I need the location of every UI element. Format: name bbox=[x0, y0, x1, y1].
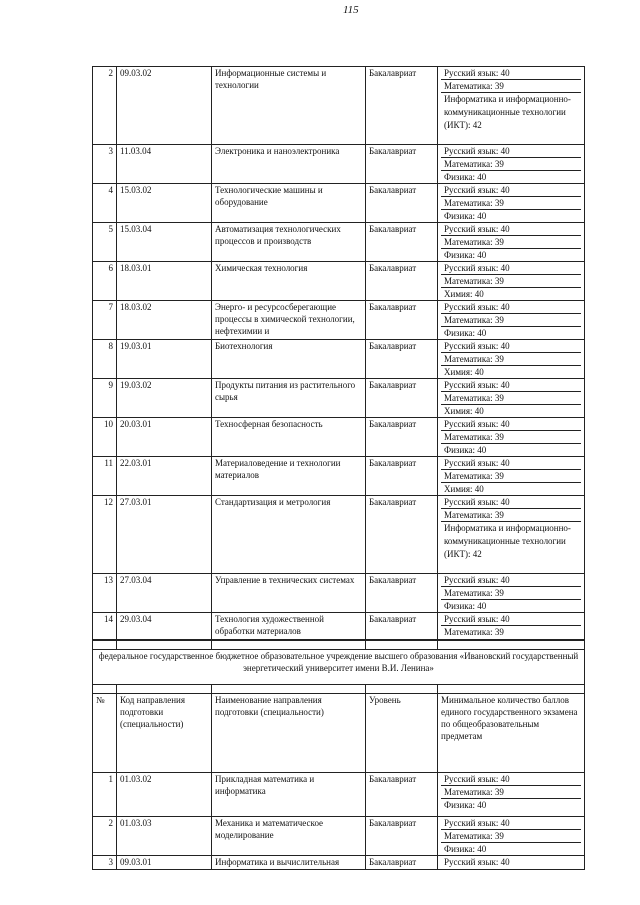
exam-score: Русский язык: 40 bbox=[441, 184, 581, 197]
row-number: 6 bbox=[93, 262, 117, 301]
table-row bbox=[93, 340, 585, 379]
direction-code: 09.03.02 bbox=[117, 67, 212, 145]
education-level: Бакалавриат bbox=[366, 379, 438, 418]
exam-score: Русский язык: 40 bbox=[441, 223, 581, 236]
exam-score: Химия: 40 bbox=[444, 406, 484, 416]
exam-score: Информатика и информационно-коммуникационные технологии (ИКТ): 42 bbox=[444, 94, 571, 130]
table-row bbox=[93, 773, 585, 817]
direction-code: 27.03.01 bbox=[117, 496, 212, 574]
exam-score: Русский язык: 40 bbox=[441, 496, 581, 509]
education-level: Бакалавриат bbox=[366, 301, 438, 340]
direction-code: 01.03.02 bbox=[117, 773, 212, 817]
table-row bbox=[93, 223, 585, 262]
table-row bbox=[93, 856, 585, 870]
empty-row bbox=[93, 685, 585, 694]
exam-score: Математика: 39 bbox=[441, 830, 581, 843]
exam-score: Физика: 40 bbox=[444, 601, 487, 611]
admission-table-part2 bbox=[92, 640, 585, 870]
exam-score: Математика: 39 bbox=[441, 587, 581, 600]
direction-name: Информатика и вычислительная bbox=[212, 856, 366, 870]
direction-name: Техносферная безопасность bbox=[212, 418, 366, 457]
header-number: № bbox=[93, 694, 117, 773]
row-number: 1 bbox=[93, 773, 117, 817]
exam-score: Физика: 40 bbox=[444, 172, 487, 182]
row-number: 3 bbox=[93, 145, 117, 184]
header-scores: Минимальное количество баллов единого государственного экзамена по общеобразовательным предметам bbox=[438, 694, 585, 773]
exam-scores bbox=[438, 418, 585, 457]
exam-scores bbox=[438, 574, 585, 613]
exam-scores bbox=[438, 496, 585, 574]
exam-scores bbox=[438, 223, 585, 262]
exam-score: Физика: 40 bbox=[444, 250, 487, 260]
exam-score: Химия: 40 bbox=[444, 367, 484, 377]
row-number: 9 bbox=[93, 379, 117, 418]
direction-name: Биотехнология bbox=[212, 340, 366, 379]
education-level: Бакалавриат bbox=[366, 340, 438, 379]
row-number: 8 bbox=[93, 340, 117, 379]
exam-score: Математика: 39 bbox=[441, 786, 581, 799]
empty-row bbox=[93, 641, 585, 650]
education-level: Бакалавриат bbox=[366, 262, 438, 301]
direction-code: 18.03.01 bbox=[117, 262, 212, 301]
exam-score: Математика: 39 bbox=[441, 470, 581, 483]
education-level: Бакалавриат bbox=[366, 418, 438, 457]
exam-score: Русский язык: 40 bbox=[441, 613, 581, 626]
exam-score: Русский язык: 40 bbox=[441, 418, 581, 431]
education-level: Бакалавриат bbox=[366, 817, 438, 856]
row-number: 14 bbox=[93, 613, 117, 640]
direction-name: Технология художественной обработки материалов bbox=[212, 613, 366, 640]
table-row bbox=[93, 184, 585, 223]
table-row bbox=[93, 418, 585, 457]
row-number: 2 bbox=[93, 67, 117, 145]
direction-name: Прикладная математика и информатика bbox=[212, 773, 366, 817]
exam-score: Математика: 39 bbox=[441, 197, 581, 210]
table-row bbox=[93, 262, 585, 301]
exam-scores bbox=[438, 301, 585, 340]
education-level: Бакалавриат bbox=[366, 67, 438, 145]
exam-score: Математика: 39 bbox=[441, 392, 581, 405]
direction-name: Информационные системы и технологии bbox=[212, 67, 366, 145]
exam-scores bbox=[438, 67, 585, 145]
direction-code: 09.03.01 bbox=[117, 856, 212, 870]
exam-score: Информатика и информационно-коммуникационные технологии (ИКТ): 42 bbox=[444, 523, 571, 559]
organization-row bbox=[93, 650, 585, 685]
header-row bbox=[93, 694, 585, 773]
education-level: Бакалавриат bbox=[366, 574, 438, 613]
exam-scores bbox=[438, 379, 585, 418]
table-row bbox=[93, 67, 585, 145]
education-level: Бакалавриат bbox=[366, 613, 438, 640]
direction-code: 19.03.02 bbox=[117, 379, 212, 418]
exam-score: Математика: 39 bbox=[441, 80, 581, 93]
education-level: Бакалавриат bbox=[366, 223, 438, 262]
direction-name: Энерго- и ресурсосберегающие процессы в химической технологии, нефтехимии и bbox=[212, 301, 366, 340]
direction-code: 01.03.03 bbox=[117, 817, 212, 856]
exam-score: Русский язык: 40 bbox=[441, 379, 581, 392]
exam-score: Физика: 40 bbox=[444, 844, 487, 854]
exam-score: Русский язык: 40 bbox=[441, 773, 581, 786]
row-number: 7 bbox=[93, 301, 117, 340]
education-level: Бакалавриат bbox=[366, 145, 438, 184]
direction-code: 18.03.02 bbox=[117, 301, 212, 340]
exam-score: Русский язык: 40 bbox=[441, 340, 581, 353]
admission-table-part1 bbox=[92, 66, 585, 640]
direction-name: Технологические машины и оборудование bbox=[212, 184, 366, 223]
table-row bbox=[93, 817, 585, 856]
exam-score: Физика: 40 bbox=[444, 445, 487, 455]
direction-name: Управление в технических системах bbox=[212, 574, 366, 613]
exam-score: Русский язык: 40 bbox=[441, 67, 581, 80]
direction-code: 19.03.01 bbox=[117, 340, 212, 379]
direction-name: Химическая технология bbox=[212, 262, 366, 301]
exam-scores bbox=[438, 145, 585, 184]
direction-name: Продукты питания из растительного сырья bbox=[212, 379, 366, 418]
direction-name: Стандартизация и метрология bbox=[212, 496, 366, 574]
direction-name: Механика и математическое моделирование bbox=[212, 817, 366, 856]
table-row bbox=[93, 496, 585, 574]
exam-score: Физика: 40 bbox=[444, 328, 487, 338]
education-level: Бакалавриат bbox=[366, 856, 438, 870]
exam-score: Русский язык: 40 bbox=[441, 145, 581, 158]
table-row bbox=[93, 457, 585, 496]
direction-code: 27.03.04 bbox=[117, 574, 212, 613]
exam-score: Химия: 40 bbox=[444, 289, 484, 299]
exam-score: Русский язык: 40 bbox=[441, 262, 581, 275]
direction-code: 20.03.01 bbox=[117, 418, 212, 457]
exam-score: Русский язык: 40 bbox=[441, 301, 581, 314]
table-row bbox=[93, 301, 585, 340]
row-number: 4 bbox=[93, 184, 117, 223]
exam-scores bbox=[438, 613, 585, 640]
exam-score: Математика: 39 bbox=[441, 431, 581, 444]
page-number: 115 bbox=[343, 4, 359, 16]
exam-scores bbox=[438, 817, 585, 856]
organization-title: федеральное государственное бюджетное образовательное учреждение высшего образования «Ивановский государственный энергетический университет имени В.И. Ленина» bbox=[93, 650, 585, 685]
row-number: 11 bbox=[93, 457, 117, 496]
direction-name: Электроника и наноэлектроника bbox=[212, 145, 366, 184]
header-name: Наименование направления подготовки (специальности) bbox=[212, 694, 366, 773]
row-number: 12 bbox=[93, 496, 117, 574]
exam-score: Математика: 39 bbox=[441, 314, 581, 327]
exam-score: Математика: 39 bbox=[441, 353, 581, 366]
table-row bbox=[93, 145, 585, 184]
row-number: 13 bbox=[93, 574, 117, 613]
education-level: Бакалавриат bbox=[366, 496, 438, 574]
exam-score: Химия: 40 bbox=[444, 484, 484, 494]
direction-name: Материаловедение и технологии материалов bbox=[212, 457, 366, 496]
direction-code: 15.03.04 bbox=[117, 223, 212, 262]
exam-scores bbox=[438, 262, 585, 301]
education-level: Бакалавриат bbox=[366, 184, 438, 223]
direction-name: Автоматизация технологических процессов и производств bbox=[212, 223, 366, 262]
row-number: 3 bbox=[93, 856, 117, 870]
table-row bbox=[93, 379, 585, 418]
exam-score: Русский язык: 40 bbox=[441, 574, 581, 587]
direction-code: 22.03.01 bbox=[117, 457, 212, 496]
exam-scores bbox=[438, 184, 585, 223]
exam-score: Русский язык: 40 bbox=[444, 857, 510, 867]
exam-score: Русский язык: 40 bbox=[441, 457, 581, 470]
exam-score: Физика: 40 bbox=[444, 800, 487, 810]
row-number: 10 bbox=[93, 418, 117, 457]
exam-score: Математика: 39 bbox=[441, 509, 581, 522]
direction-code: 29.03.04 bbox=[117, 613, 212, 640]
exam-score: Русский язык: 40 bbox=[441, 817, 581, 830]
exam-scores bbox=[438, 773, 585, 817]
exam-score: Физика: 40 bbox=[444, 211, 487, 221]
direction-code: 15.03.02 bbox=[117, 184, 212, 223]
exam-score: Математика: 39 bbox=[441, 275, 581, 288]
exam-score: Математика: 39 bbox=[441, 236, 581, 249]
row-number: 5 bbox=[93, 223, 117, 262]
direction-code: 11.03.04 bbox=[117, 145, 212, 184]
exam-scores bbox=[438, 856, 585, 870]
exam-score: Математика: 39 bbox=[444, 627, 504, 637]
header-level: Уровень bbox=[366, 694, 438, 773]
table-row bbox=[93, 613, 585, 640]
exam-scores bbox=[438, 457, 585, 496]
exam-scores bbox=[438, 340, 585, 379]
table-row bbox=[93, 574, 585, 613]
row-number: 2 bbox=[93, 817, 117, 856]
education-level: Бакалавриат bbox=[366, 773, 438, 817]
exam-score: Математика: 39 bbox=[441, 158, 581, 171]
education-level: Бакалавриат bbox=[366, 457, 438, 496]
header-code: Код направления подготовки (специальности) bbox=[117, 694, 212, 773]
